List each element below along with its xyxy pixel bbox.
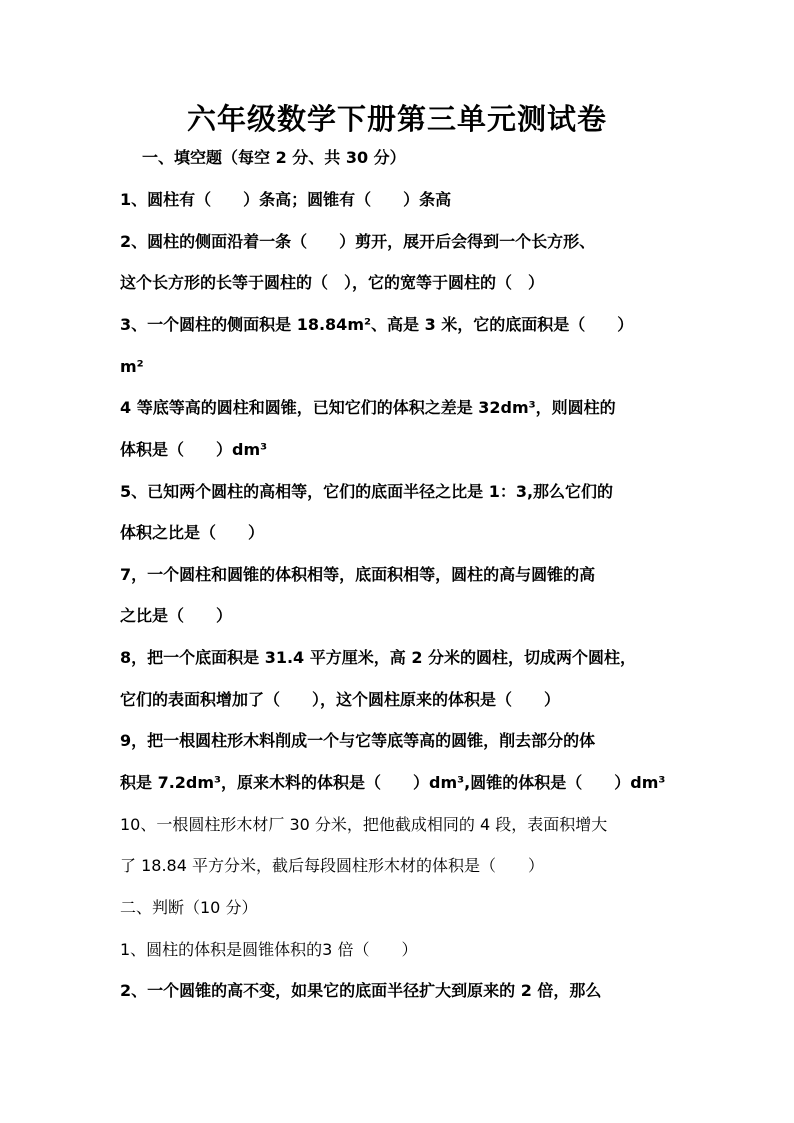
page-title: 六年级数学下册第三单元测试卷 bbox=[186, 102, 607, 136]
question-line: 2、一个圆锥的高不变，如果它的底面半径扩大到原来的 2 倍，那么 bbox=[120, 981, 602, 1000]
section-heading-fill-in: 一、填空题（每空 2 分、共 30 分） bbox=[142, 148, 406, 167]
question-line: m² bbox=[120, 357, 144, 376]
question-line: 积是 7.2dm³，原来木料的体积是（ ）dm³,圆锥的体积是（ ）dm³ bbox=[120, 773, 666, 792]
question-line: 这个长方形的长等于圆柱的（ ），它的宽等于圆柱的（ ） bbox=[120, 273, 545, 292]
question-line: 10、一根圆柱形木材厂 30 分米，把他截成相同的 4 段，表面积增大 bbox=[120, 815, 608, 834]
question-line: 1、圆柱有（ ）条高；圆锥有（ ）条高 bbox=[120, 190, 452, 209]
question-line: 2、圆柱的侧面沿着一条（ ）剪开，展开后会得到一个长方形、 bbox=[120, 232, 596, 251]
question-line: 7，一个圆柱和圆锥的体积相等，底面积相等，圆柱的高与圆锥的高 bbox=[120, 565, 596, 584]
question-line: 体积是（ ）dm³ bbox=[120, 440, 268, 459]
question-line: 体积之比是（ ） bbox=[120, 523, 265, 542]
question-line: 3、一个圆柱的侧面积是 18.84m²、高是 3 米，它的底面积是（ ） bbox=[120, 315, 634, 334]
question-line: 1、圆柱的体积是圆锥体积的3 倍（ ） bbox=[120, 940, 418, 959]
question-line: 之比是（ ） bbox=[120, 606, 233, 625]
question-line: 8，把一个底面积是 31.4 平方厘米，高 2 分米的圆柱，切成两个圆柱， bbox=[120, 648, 637, 667]
question-line: 了 18.84 平方分米，截后每段圆柱形木材的体积是（ ） bbox=[120, 856, 544, 875]
question-line: 它们的表面积增加了（ ），这个圆柱原来的体积是（ ） bbox=[120, 690, 561, 709]
question-line: 9，把一根圆柱形木料削成一个与它等底等高的圆锥，削去部分的体 bbox=[120, 731, 596, 750]
section-heading-true-false: 二、判断（10 分） bbox=[120, 898, 258, 917]
question-line: 5、已知两个圆柱的高相等，它们的底面半径之比是 1：3,那么它们的 bbox=[120, 482, 614, 501]
question-line: 4 等底等高的圆柱和圆锥，已知它们的体积之差是 32dm³，则圆柱的 bbox=[120, 398, 616, 417]
